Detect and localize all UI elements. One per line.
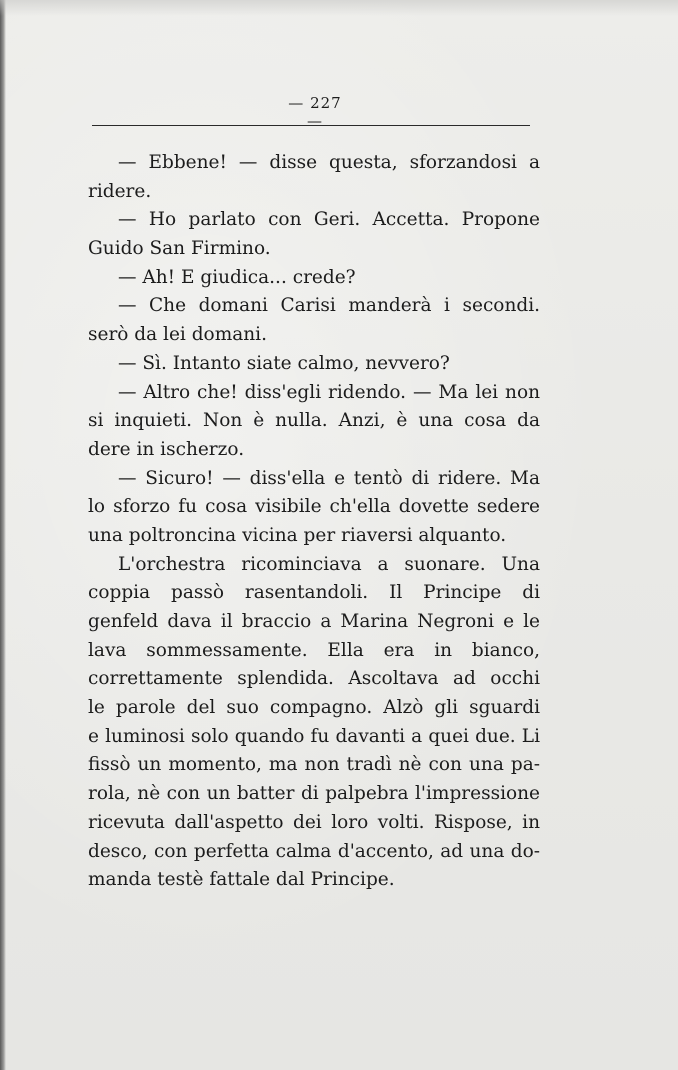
header-rule [92, 125, 530, 126]
text-line: rola, nè con un batter di palpebra l'impressione [88, 783, 540, 805]
text-line: manda testè fattale dal Principe. [88, 869, 395, 891]
text-line: — Ah! E giudica... crede? [118, 266, 356, 288]
text-line: — Sicuro! — diss'ella e tentò di ridere. Ma [118, 467, 540, 489]
text-line: ricevuta dall'aspetto dei loro volti. Rispose, in [88, 811, 540, 833]
page-spine-shadow [0, 0, 6, 1070]
text-line: Guido San Firmino. [88, 238, 271, 260]
text-line: L'orchestra ricominciava a suonare. Una [118, 553, 540, 575]
text-line: le parole del suo compagno. Alzò gli sguardi [88, 697, 540, 719]
text-line: una poltroncina vicina per riaversi alquanto. [88, 524, 507, 546]
text-line: correttamente splendida. Ascoltava ad occhi [88, 668, 540, 690]
text-line: genfeld dava il braccio a Marina Negroni e le [88, 611, 540, 632]
text-line: e luminosi solo quando fu davanti a quei due. Li [88, 725, 540, 747]
text-line: desco, con perfetta calma d'accento, ad una do- [88, 840, 540, 862]
page-number: — 227 — [288, 94, 342, 130]
text-line: lo sforzo fu cosa visibile ch'ella dovette sedere [88, 496, 540, 518]
text-line: — Ho parlato con Geri. Accetta. Propone [118, 209, 540, 231]
text-line: fissò un momento, ma non tradì nè con una pa- [88, 754, 540, 776]
text-line: — Altro che! diss'egli ridendo. — Ma lei non [118, 381, 540, 403]
text-line: si inquieti. Non è nulla. Anzi, è una cosa da [88, 410, 540, 432]
page-top-edge [0, 0, 678, 16]
text-line: dere in ischerzo. [88, 438, 245, 460]
text-line: — Sì. Intanto siate calmo, nevvero? [118, 352, 450, 374]
text-line: — Che domani Carisi manderà i secondi. [118, 295, 540, 317]
text-line: serò da lei domani. [88, 324, 267, 346]
text-line: lava sommessamente. Ella era in bianco, [88, 639, 540, 661]
text-line: — Ebbene! — disse questa, sforzandosi a [118, 152, 540, 173]
text-line: coppia passò rasentandoli. Il Principe di [88, 582, 540, 604]
text-line: ridere. [88, 180, 152, 202]
body-text [88, 149, 540, 895]
